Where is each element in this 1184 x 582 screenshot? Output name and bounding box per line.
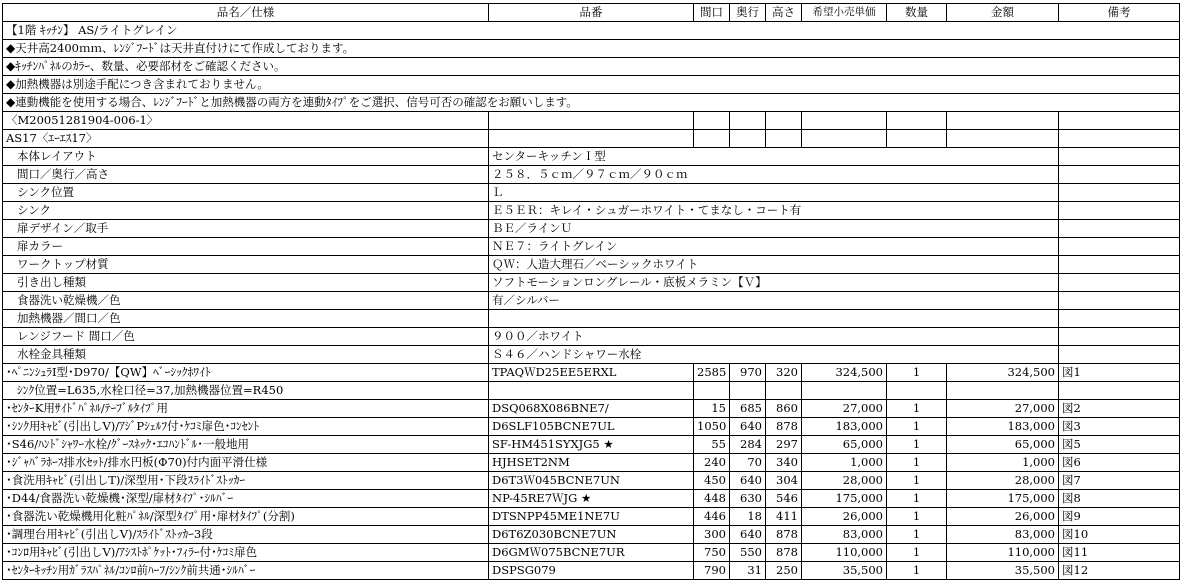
spec-row bbox=[3, 328, 1180, 346]
item-depth: 685 bbox=[730, 400, 766, 418]
item-height: 878 bbox=[766, 544, 802, 562]
item-amount: 324,500 bbox=[947, 364, 1059, 382]
empty-cell bbox=[1059, 130, 1180, 148]
item-unit-price: 65,000 bbox=[802, 436, 887, 454]
spec-label: 扉デザイン／取手 bbox=[3, 220, 489, 238]
item-part-number bbox=[489, 508, 694, 526]
item-remark: 図9 bbox=[1059, 508, 1180, 526]
item-part-number bbox=[489, 436, 694, 454]
spec-row bbox=[3, 310, 1180, 328]
item-height: 411 bbox=[766, 508, 802, 526]
item-name: ･ｾﾝﾀｰK用ｻｲﾄﾞﾊﾟﾈﾙ/ﾃｰﾌﾞﾙﾀｲﾌﾟ用 bbox=[3, 400, 489, 418]
empty-cell bbox=[887, 382, 947, 400]
item-part-number bbox=[489, 544, 694, 562]
item-name: ･ｼﾝｸ用ｷｬﾋﾞ(引出しV)/ｱｼﾞPｼｪﾙﾌ付･ｹｺﾐ扉色･ｺﾝｾﾝﾄ bbox=[3, 418, 489, 436]
item-qty: 1 bbox=[887, 436, 947, 454]
part-number-text: DTSNPP45ME1NE7U bbox=[492, 509, 620, 523]
part-number-text: SF-HM451SYXJG5 bbox=[492, 437, 600, 451]
item-name: ･調理台用ｷｬﾋﾞ(引出しV)/ｽﾗｲﾄﾞｽﾄｯｶｰ3段 bbox=[3, 526, 489, 544]
note-cell bbox=[3, 94, 1180, 112]
item-height: 878 bbox=[766, 526, 802, 544]
note-row bbox=[3, 76, 1180, 94]
estimate-table bbox=[2, 3, 1180, 580]
item-subnote: ｼﾝｸ位置=L635,水栓口径=37,加熱機器位置=R450 bbox=[3, 382, 489, 400]
empty-cell bbox=[1059, 238, 1180, 256]
item-remark: 図7 bbox=[1059, 472, 1180, 490]
item-depth: 18 bbox=[730, 508, 766, 526]
item-qty: 1 bbox=[887, 526, 947, 544]
item-remark: 図8 bbox=[1059, 490, 1180, 508]
item-row bbox=[3, 490, 1180, 508]
empty-cell bbox=[489, 112, 694, 130]
item-remark: 図2 bbox=[1059, 400, 1180, 418]
item-remark: 図10 bbox=[1059, 526, 1180, 544]
item-depth: 550 bbox=[730, 544, 766, 562]
item-amount: 26,000 bbox=[947, 508, 1059, 526]
item-height: 860 bbox=[766, 400, 802, 418]
item-remark: 図11 bbox=[1059, 544, 1180, 562]
spec-row bbox=[3, 346, 1180, 364]
empty-cell bbox=[1059, 148, 1180, 166]
spec-value: ソフトモーションロングレール・底板メラミン【Ｖ】 bbox=[489, 274, 1059, 292]
header-name: 品名／仕様 bbox=[3, 4, 489, 22]
item-name: ･ｼﾞｬﾊﾞﾗﾎｰｽ排水ｾｯﾄ/排水円板(Φ70)付内面平滑仕様 bbox=[3, 454, 489, 472]
empty-cell bbox=[766, 112, 802, 130]
note-text: 天井高2400ｍｍ、ﾚﾝｼﾞﾌｰﾄﾞは天井直付けにて作成しております。 bbox=[15, 41, 355, 55]
item-row bbox=[3, 544, 1180, 562]
item-amount: 1,000 bbox=[947, 454, 1059, 472]
empty-cell bbox=[694, 130, 730, 148]
star-icon: ★ bbox=[603, 437, 614, 451]
note-text: ｷｯﾁﾝﾊﾟﾈﾙのｶﾗｰ、数量、必要部材をご確認ください。 bbox=[15, 59, 286, 73]
header-row bbox=[3, 4, 1180, 22]
section-title-row bbox=[3, 22, 1180, 40]
item-height: 320 bbox=[766, 364, 802, 382]
item-remark: 図12 bbox=[1059, 562, 1180, 580]
item-row bbox=[3, 364, 1180, 382]
item-qty: 1 bbox=[887, 508, 947, 526]
item-unit-price: 1,000 bbox=[802, 454, 887, 472]
spec-row bbox=[3, 292, 1180, 310]
item-row bbox=[3, 526, 1180, 544]
item-width: 15 bbox=[694, 400, 730, 418]
spec-row bbox=[3, 184, 1180, 202]
spec-value: Ｓ４６／ハンドシャワー水栓 bbox=[489, 346, 1059, 364]
estimate-sheet bbox=[2, 3, 1180, 580]
part-number-text: D6T3Ｗ045BCNE7UN bbox=[492, 473, 620, 487]
empty-cell bbox=[947, 382, 1059, 400]
spec-row bbox=[3, 202, 1180, 220]
section-title: 【1階 ｷｯﾁﾝ】 AS/ライトグレイン bbox=[3, 22, 1180, 40]
item-unit-price: 35,500 bbox=[802, 562, 887, 580]
part-number-text: TPAQＷD25EE5ERXL bbox=[492, 365, 617, 379]
item-part-number bbox=[489, 526, 694, 544]
item-height: 546 bbox=[766, 490, 802, 508]
item-remark: 図3 bbox=[1059, 418, 1180, 436]
spec-value bbox=[489, 310, 1059, 328]
part-number-text: D6SLF105BCNE7UL bbox=[492, 419, 615, 433]
item-width: 450 bbox=[694, 472, 730, 490]
empty-cell bbox=[802, 130, 887, 148]
item-width: 750 bbox=[694, 544, 730, 562]
item-amount: 83,000 bbox=[947, 526, 1059, 544]
empty-cell bbox=[1059, 292, 1180, 310]
spec-value: ２５８．５ｃｍ／９７ｃｍ／９０ｃｍ bbox=[489, 166, 1059, 184]
header-unit-price: 希望小売単価 bbox=[802, 4, 887, 22]
empty-cell bbox=[489, 130, 694, 148]
item-name: ･S46/ﾊﾝﾄﾞｼｬﾜｰ水栓/ｸﾞｰｽﾈｯｸ･ｴｺﾊﾝﾄﾞﾙ･一般地用 bbox=[3, 436, 489, 454]
item-amount: 28,000 bbox=[947, 472, 1059, 490]
item-depth: 640 bbox=[730, 526, 766, 544]
item-subnote-row bbox=[3, 382, 1180, 400]
item-qty: 1 bbox=[887, 562, 947, 580]
empty-cell bbox=[730, 130, 766, 148]
empty-cell bbox=[947, 130, 1059, 148]
item-amount: 110,000 bbox=[947, 544, 1059, 562]
spec-row bbox=[3, 220, 1180, 238]
empty-cell bbox=[947, 112, 1059, 130]
note-cell bbox=[3, 76, 1180, 94]
diamond-icon: ◆ bbox=[6, 77, 16, 91]
part-number-text: NP-45RE7ＷJG bbox=[492, 491, 578, 505]
item-depth: 284 bbox=[730, 436, 766, 454]
item-width: 2585 bbox=[694, 364, 730, 382]
item-row bbox=[3, 472, 1180, 490]
item-part-number bbox=[489, 562, 694, 580]
item-remark: 図5 bbox=[1059, 436, 1180, 454]
item-part-number bbox=[489, 472, 694, 490]
table-body bbox=[3, 4, 1180, 580]
note-row bbox=[3, 40, 1180, 58]
item-name: ･ﾍﾟﾆﾝｼｭﾗI型･D970/【QW】ﾍﾞｰｼｯｸﾎﾜｲﾄ bbox=[3, 364, 489, 382]
diamond-icon: ◆ bbox=[6, 41, 16, 55]
spec-row bbox=[3, 256, 1180, 274]
empty-cell bbox=[1059, 256, 1180, 274]
part-number-text: D6T6Z030BCNE7UN bbox=[492, 527, 617, 541]
empty-cell bbox=[730, 382, 766, 400]
series-name: AS17〈ｴｰｴｽ17〉 bbox=[3, 130, 489, 148]
series-row bbox=[3, 130, 1180, 148]
item-width: 446 bbox=[694, 508, 730, 526]
spec-value: センターキッチンＩ型 bbox=[489, 148, 1059, 166]
item-unit-price: 28,000 bbox=[802, 472, 887, 490]
header-amount: 金額 bbox=[947, 4, 1059, 22]
item-depth: 970 bbox=[730, 364, 766, 382]
item-unit-price: 324,500 bbox=[802, 364, 887, 382]
item-width: 790 bbox=[694, 562, 730, 580]
empty-cell bbox=[766, 130, 802, 148]
item-depth: 70 bbox=[730, 454, 766, 472]
empty-cell bbox=[766, 382, 802, 400]
header-qty: 数量 bbox=[887, 4, 947, 22]
spec-label: 食器洗い乾燥機／色 bbox=[3, 292, 489, 310]
note-text: 加熱機器は別途手配につき含まれておりません。 bbox=[15, 77, 269, 91]
part-number-text: D6GMＷ075BCNE7UR bbox=[492, 545, 625, 559]
header-part: 品番 bbox=[489, 4, 694, 22]
item-amount: 175,000 bbox=[947, 490, 1059, 508]
item-name: ･ｺﾝﾛ用ｷｬﾋﾞ(引出しV)/ｱｼｽﾄﾎﾟｹｯﾄ･ﾌｨﾗｰ付･ｹｺﾐ扉色 bbox=[3, 544, 489, 562]
spec-value: ＮＥ７：ライトグレイン bbox=[489, 238, 1059, 256]
note-row bbox=[3, 94, 1180, 112]
plan-code: 〈M20051281904-006-1〉 bbox=[3, 112, 489, 130]
item-part-number bbox=[489, 454, 694, 472]
item-name: ･D44/食器洗い乾燥機･深型/扉材ﾀｲﾌﾟ･ｼﾙﾊﾞｰ bbox=[3, 490, 489, 508]
spec-row bbox=[3, 274, 1180, 292]
item-unit-price: 26,000 bbox=[802, 508, 887, 526]
item-amount: 65,000 bbox=[947, 436, 1059, 454]
part-number-text: DSQ068X086BNE7/ bbox=[492, 401, 609, 415]
item-width: 1050 bbox=[694, 418, 730, 436]
empty-cell bbox=[489, 382, 694, 400]
part-number-text: DSPSG079 bbox=[492, 563, 556, 577]
item-width: 448 bbox=[694, 490, 730, 508]
item-qty: 1 bbox=[887, 418, 947, 436]
note-cell bbox=[3, 58, 1180, 76]
item-qty: 1 bbox=[887, 490, 947, 508]
item-part-number bbox=[489, 364, 694, 382]
item-qty: 1 bbox=[887, 544, 947, 562]
item-row bbox=[3, 454, 1180, 472]
empty-cell bbox=[1059, 184, 1180, 202]
empty-cell bbox=[887, 130, 947, 148]
item-unit-price: 27,000 bbox=[802, 400, 887, 418]
item-qty: 1 bbox=[887, 400, 947, 418]
diamond-icon: ◆ bbox=[6, 59, 16, 73]
empty-cell bbox=[802, 382, 887, 400]
spec-label: 本体レイアウト bbox=[3, 148, 489, 166]
spec-label: 引き出し種類 bbox=[3, 274, 489, 292]
empty-cell bbox=[1059, 220, 1180, 238]
item-row bbox=[3, 418, 1180, 436]
item-height: 304 bbox=[766, 472, 802, 490]
note-text: 連動機能を使用する場合、ﾚﾝｼﾞﾌｰﾄﾞと加熱機器の両方を連動ﾀｲﾌﾟをご選択、信号可否の確認をお願いします。 bbox=[15, 95, 578, 109]
empty-cell bbox=[1059, 112, 1180, 130]
header-height: 高さ bbox=[766, 4, 802, 22]
header-depth: 奥行 bbox=[730, 4, 766, 22]
part-number-text: HJHSET2NM bbox=[492, 455, 570, 469]
spec-row bbox=[3, 238, 1180, 256]
spec-label: ワークトップ材質 bbox=[3, 256, 489, 274]
item-depth: 31 bbox=[730, 562, 766, 580]
item-width: 55 bbox=[694, 436, 730, 454]
item-part-number bbox=[489, 400, 694, 418]
empty-cell bbox=[1059, 166, 1180, 184]
item-height: 297 bbox=[766, 436, 802, 454]
spec-value: Ｅ５ＥＲ：キレイ・シュガーホワイト・てまなし・コート有 bbox=[489, 202, 1059, 220]
item-row bbox=[3, 562, 1180, 580]
item-depth: 630 bbox=[730, 490, 766, 508]
item-unit-price: 183,000 bbox=[802, 418, 887, 436]
item-name: ･ｾﾝﾀｰｷｯﾁﾝ用ｶﾞﾗｽﾊﾟﾈﾙ/ｺﾝﾛ前ﾊｰﾌ/ｼﾝｸ前共通･ｼﾙﾊﾞｰ bbox=[3, 562, 489, 580]
empty-cell bbox=[1059, 274, 1180, 292]
item-amount: 183,000 bbox=[947, 418, 1059, 436]
note-cell bbox=[3, 40, 1180, 58]
empty-cell bbox=[1059, 346, 1180, 364]
empty-cell bbox=[694, 382, 730, 400]
item-part-number bbox=[489, 490, 694, 508]
item-unit-price: 110,000 bbox=[802, 544, 887, 562]
spec-row bbox=[3, 148, 1180, 166]
plan-code-row bbox=[3, 112, 1180, 130]
item-row bbox=[3, 400, 1180, 418]
item-depth: 640 bbox=[730, 418, 766, 436]
empty-cell bbox=[1059, 310, 1180, 328]
star-icon: ★ bbox=[581, 491, 592, 505]
item-qty: 1 bbox=[887, 364, 947, 382]
spec-value: ９００／ホワイト bbox=[489, 328, 1059, 346]
item-name: ･食洗用ｷｬﾋﾞ(引出しT)/深型用･下段ｽﾗｲﾄﾞｽﾄｯｶｰ bbox=[3, 472, 489, 490]
item-height: 250 bbox=[766, 562, 802, 580]
item-qty: 1 bbox=[887, 454, 947, 472]
item-unit-price: 83,000 bbox=[802, 526, 887, 544]
spec-label: シンク位置 bbox=[3, 184, 489, 202]
empty-cell bbox=[887, 112, 947, 130]
note-row bbox=[3, 58, 1180, 76]
empty-cell bbox=[730, 112, 766, 130]
item-width: 300 bbox=[694, 526, 730, 544]
spec-label: 間口／奥行／高さ bbox=[3, 166, 489, 184]
empty-cell bbox=[802, 112, 887, 130]
item-qty: 1 bbox=[887, 472, 947, 490]
item-height: 878 bbox=[766, 418, 802, 436]
spec-label: シンク bbox=[3, 202, 489, 220]
item-amount: 35,500 bbox=[947, 562, 1059, 580]
spec-label: レンジフード 間口／色 bbox=[3, 328, 489, 346]
spec-value: ＱＷ：人造大理石／ベーシックホワイト bbox=[489, 256, 1059, 274]
header-width: 間口 bbox=[694, 4, 730, 22]
item-height: 340 bbox=[766, 454, 802, 472]
item-depth: 640 bbox=[730, 472, 766, 490]
spec-row bbox=[3, 166, 1180, 184]
item-width: 240 bbox=[694, 454, 730, 472]
spec-value: ＢＥ／ラインＵ bbox=[489, 220, 1059, 238]
header-remarks: 備考 bbox=[1059, 4, 1180, 22]
empty-cell bbox=[1059, 328, 1180, 346]
diamond-icon: ◆ bbox=[6, 95, 16, 109]
empty-cell bbox=[694, 112, 730, 130]
spec-value: 有／シルバー bbox=[489, 292, 1059, 310]
spec-label: 水栓金具種類 bbox=[3, 346, 489, 364]
item-row bbox=[3, 436, 1180, 454]
empty-cell bbox=[1059, 202, 1180, 220]
spec-label: 加熱機器／間口／色 bbox=[3, 310, 489, 328]
item-name: ･食器洗い乾燥機用化粧ﾊﾟﾈﾙ/深型ﾀｲﾌﾟ用･扉材ﾀｲﾌﾟ(分割) bbox=[3, 508, 489, 526]
item-part-number bbox=[489, 418, 694, 436]
item-row bbox=[3, 508, 1180, 526]
item-remark: 図1 bbox=[1059, 364, 1180, 382]
spec-label: 扉カラー bbox=[3, 238, 489, 256]
item-remark: 図6 bbox=[1059, 454, 1180, 472]
item-amount: 27,000 bbox=[947, 400, 1059, 418]
spec-value: Ｌ bbox=[489, 184, 1059, 202]
empty-cell bbox=[1059, 382, 1180, 400]
item-unit-price: 175,000 bbox=[802, 490, 887, 508]
